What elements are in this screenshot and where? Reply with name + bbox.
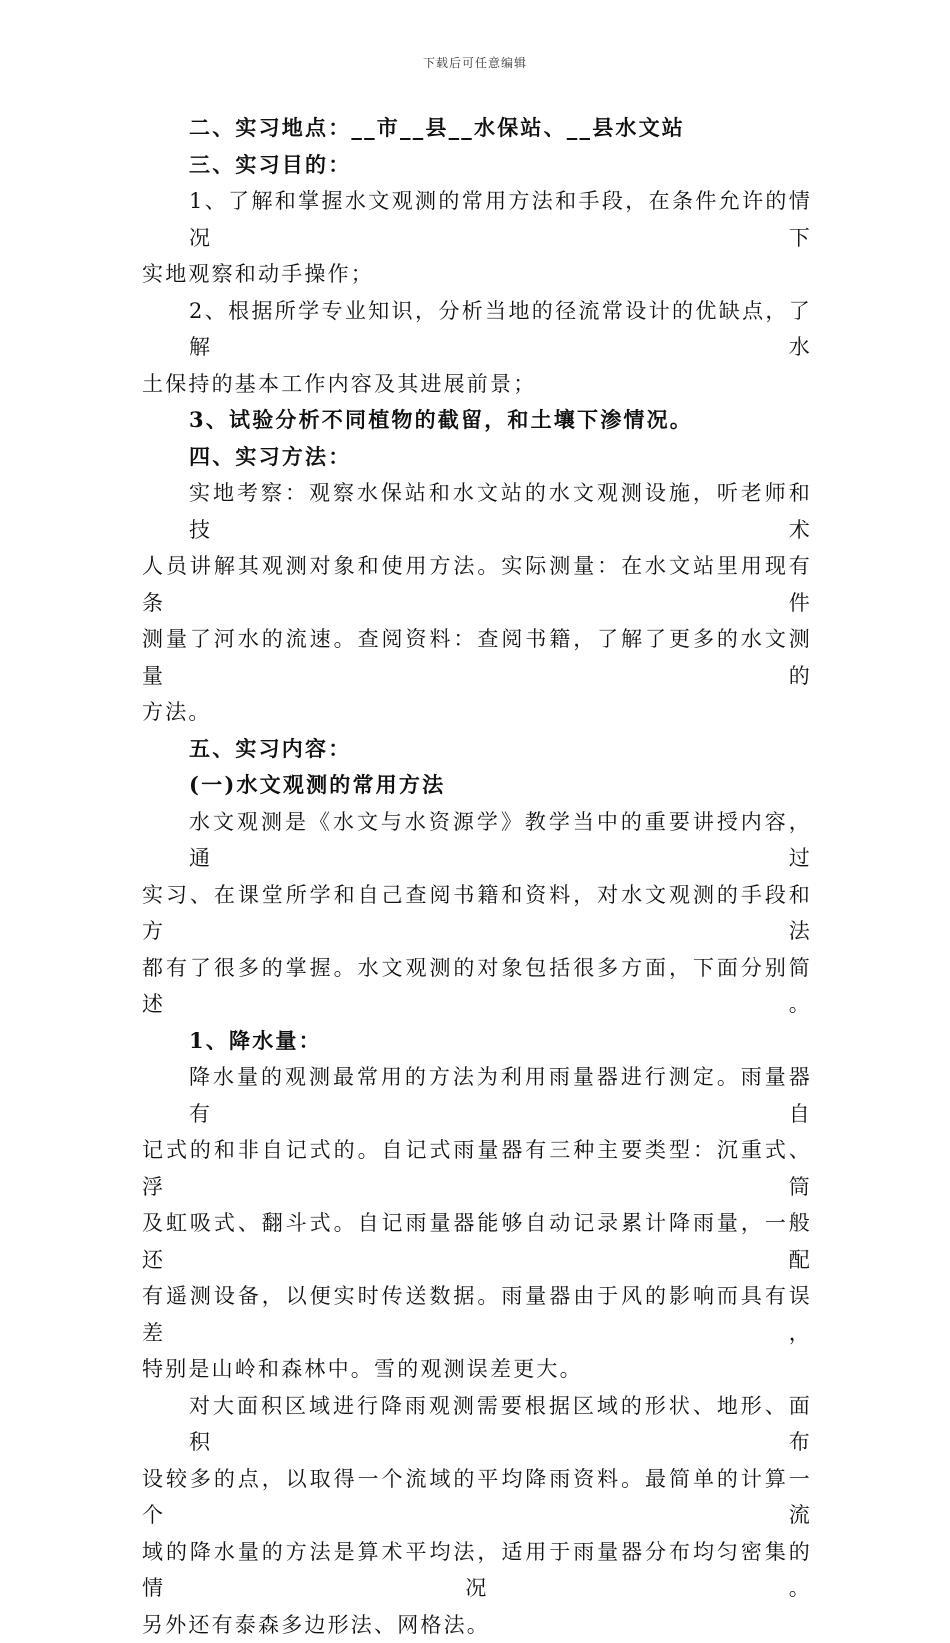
paragraph-line: 实习、在课堂所学和自己查阅书籍和资料，对水文观测的手段和方法 bbox=[142, 877, 812, 950]
paragraph-line: 及虹吸式、翻斗式。自记雨量器能够自动记录累计降雨量，一般还配 bbox=[142, 1205, 812, 1278]
paragraph-line: 降水量的观测最常用的方法为利用雨量器进行测定。雨量器有自 bbox=[142, 1059, 812, 1132]
paragraph-line: 设较多的点，以取得一个流域的平均降雨资料。最简单的计算一个流 bbox=[142, 1461, 812, 1534]
section-heading: 四、实习方法： bbox=[142, 439, 812, 476]
section-heading: 三、实习目的： bbox=[142, 147, 812, 184]
paragraph-line: 人员讲解其观测对象和使用方法。实际测量：在水文站里用现有条件 bbox=[142, 548, 812, 621]
paragraph-line: 特别是山岭和森林中。雪的观测误差更大。 bbox=[142, 1351, 812, 1388]
paragraph-line: 域的降水量的方法是算术平均法，适用于雨量器分布均匀密集的情况。 bbox=[142, 1534, 812, 1607]
paragraph-line: 都有了很多的掌握。水文观测的对象包括很多方面，下面分别简述。 bbox=[142, 950, 812, 1023]
paragraph-line: 2、根据所学专业知识，分析当地的径流常设计的优缺点，了解水 bbox=[142, 293, 812, 366]
paragraph-line: 对大面积区域进行降雨观测需要根据区域的形状、地形、面积布 bbox=[142, 1388, 812, 1461]
paragraph-line: 方法。 bbox=[142, 694, 812, 731]
paragraph-line: 水文观测是《水文与水资源学》教学当中的重要讲授内容，通过 bbox=[142, 804, 812, 877]
paragraph-line: 记式的和非自记式的。自记式雨量器有三种主要类型：沉重式、浮筒 bbox=[142, 1132, 812, 1205]
document-body bbox=[142, 110, 812, 1643]
paragraph-line: 测量了河水的流速。查阅资料：查阅书籍，了解了更多的水文测量的 bbox=[142, 621, 812, 694]
paragraph-line: 另外还有泰森多边形法、网格法。 bbox=[142, 1607, 812, 1643]
paragraph-line: 实地观察和动手操作； bbox=[142, 256, 812, 293]
section-heading: 五、实习内容： bbox=[142, 731, 812, 768]
paragraph-line: 土保持的基本工作内容及其进展前景； bbox=[142, 366, 812, 403]
section-heading: 1、降水量： bbox=[142, 1023, 812, 1060]
page-header: 下载后可任意编辑 bbox=[0, 54, 950, 71]
section-heading: (一)水文观测的常用方法 bbox=[142, 767, 812, 804]
paragraph-line: 有遥测设备，以便实时传送数据。雨量器由于风的影响而具有误差， bbox=[142, 1278, 812, 1351]
paragraph-line: 1、了解和掌握水文观测的常用方法和手段，在条件允许的情况下 bbox=[142, 183, 812, 256]
section-heading: 3、试验分析不同植物的截留，和土壤下渗情况。 bbox=[142, 402, 812, 439]
paragraph-line: 实地考察：观察水保站和水文站的水文观测设施，听老师和技术 bbox=[142, 475, 812, 548]
section-heading: 二、实习地点：__市__县__水保站、__县水文站 bbox=[142, 110, 812, 147]
